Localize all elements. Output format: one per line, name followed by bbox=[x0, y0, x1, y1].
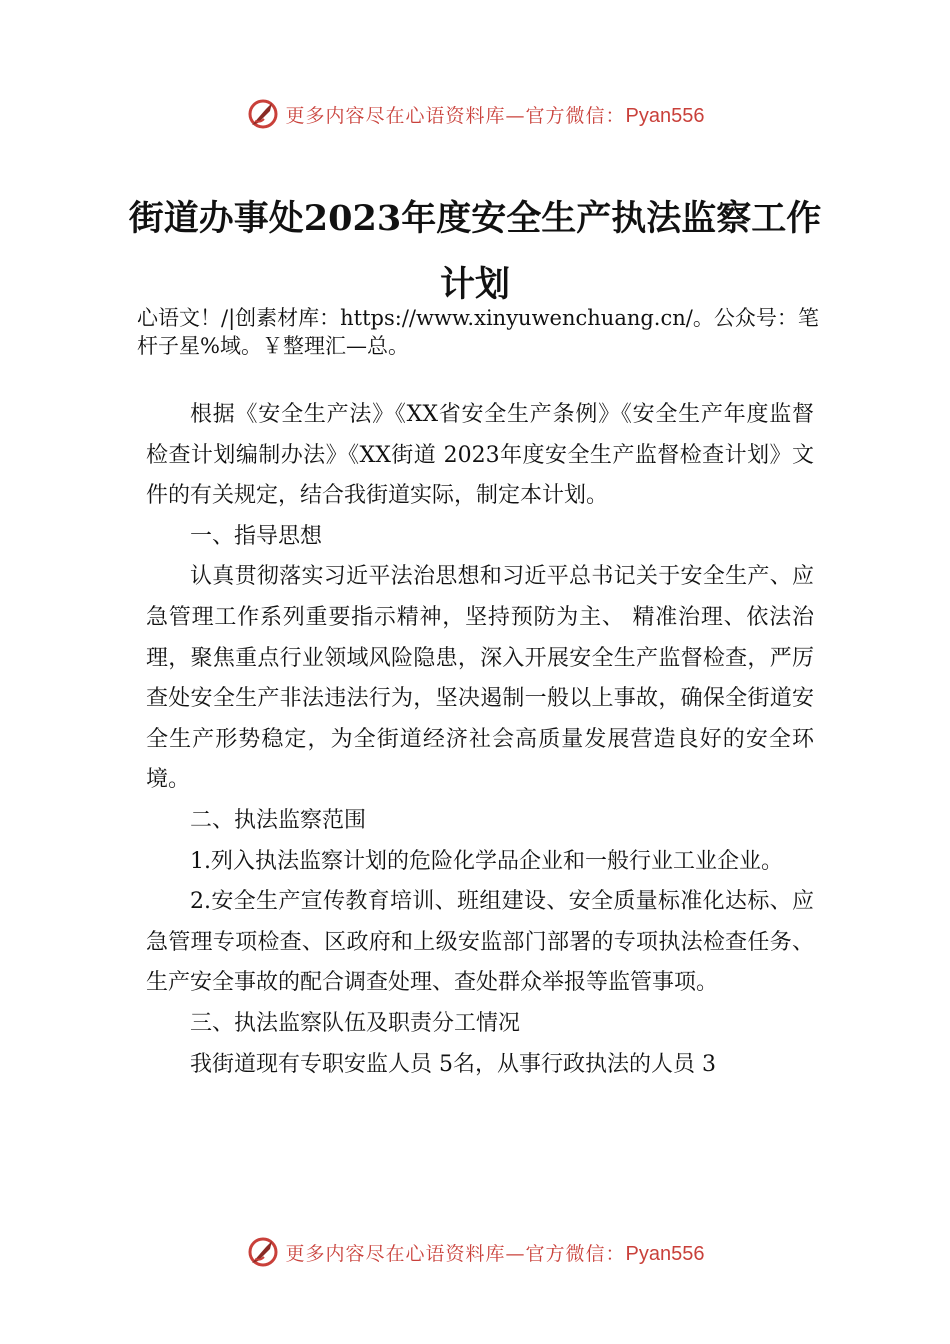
paragraph-scope-1: 1.列入执法监察计划的危险化学品企业和一般行业工业企业。 bbox=[190, 848, 783, 874]
document-body bbox=[146, 395, 814, 1085]
brush-logo-icon bbox=[246, 1235, 280, 1269]
paragraph-guiding-ideology: 认真贯彻落实习近平法治思想和习近平总书记关于安全生产、应急管理工作系列重要指示精神，坚持预防为主、 精准治理、依法治理，聚焦重点行业领域风险隐患，深入开展安全生产监督检查，严厉查处安全生产非法违法行为，坚决遏制一般以上事故，确保全街道安全生产形势稳定，为全街道经济社会高质量发展营造良好的安全环境。 bbox=[146, 564, 814, 793]
banner-text: 更多内容尽在心语资料库—官方微信：Pyan556 bbox=[285, 104, 705, 127]
paragraph-scope-2: 2.安全生产宣传教育培训、班组建设、安全质量标准化达标、应急管理专项检查、区政府和上级安监部门部署的专项执法检查任务、生产安全事故的配合调查处理、查处群众举报等监管事项。 bbox=[146, 889, 814, 996]
document-title: 街道办事处2023年度安全生产执法监察工作计划 bbox=[128, 198, 822, 305]
wechat-id: Pyan556 bbox=[625, 1242, 705, 1265]
brush-logo-icon bbox=[246, 97, 280, 131]
heading-team: 三、执法监察队伍及职责分工情况 bbox=[190, 1010, 521, 1036]
paragraph-intro: 根据《安全生产法》《XX省安全生产条例》《安全生产年度监督检查计划编制办法》《XX街道 2023年度安全生产监督检查计划》文件的有关规定，结合我街道实际，制定本计划。 bbox=[146, 402, 814, 509]
wechat-id: Pyan556 bbox=[625, 104, 705, 127]
heading-scope: 二、执法监察范围 bbox=[190, 807, 367, 833]
footer-banner bbox=[0, 1232, 950, 1272]
paragraph-team: 我街道现有专职安监人员 5名，从事行政执法的人员 3 bbox=[190, 1051, 716, 1077]
heading-guiding-ideology: 一、指导思想 bbox=[190, 523, 323, 549]
banner-text: 更多内容尽在心语资料库—官方微信：Pyan556 bbox=[285, 1242, 705, 1265]
header-banner bbox=[0, 94, 950, 134]
source-line: 心语文！/|创素材库：https://www.xinyuwenchuang.cn/。公众号：笔杆子星%域。￥整理汇—总。 bbox=[137, 306, 819, 358]
